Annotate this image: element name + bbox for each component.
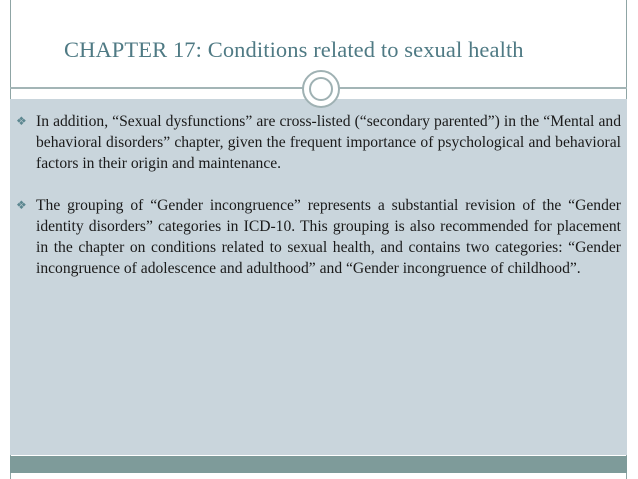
diamond-bullet-icon: ❖ [16,114,27,128]
diamond-bullet-icon: ❖ [16,198,27,212]
bullet-text: The grouping of “Gender incongruence” represents a substantial revision of the “Gender identity disorders” categories in ICD-10. This grouping is also recommended for placement in the chapter on conditions related to sexual health, and contains two categories: “Gender incongruence of adolescence and adulthood” and “Gender incongruence of childhood”. [36,197,621,277]
circle-ornament-icon [302,70,340,108]
bullet-text: In addition, “Sexual dysfunctions” are cross-listed (“secondary parented”) in the “Mental and behavioral disorders” chapter, given the frequent importance of psychological and behavioral factors in their origin and maintenance. [36,113,621,172]
bullet-item [14,195,621,279]
bullet-item [14,111,621,174]
circle-ornament-inner [309,77,333,101]
footer-bar [10,456,627,473]
slide-title: CHAPTER 17: Conditions related to sexual health [64,37,524,62]
bullet-list [14,111,621,300]
